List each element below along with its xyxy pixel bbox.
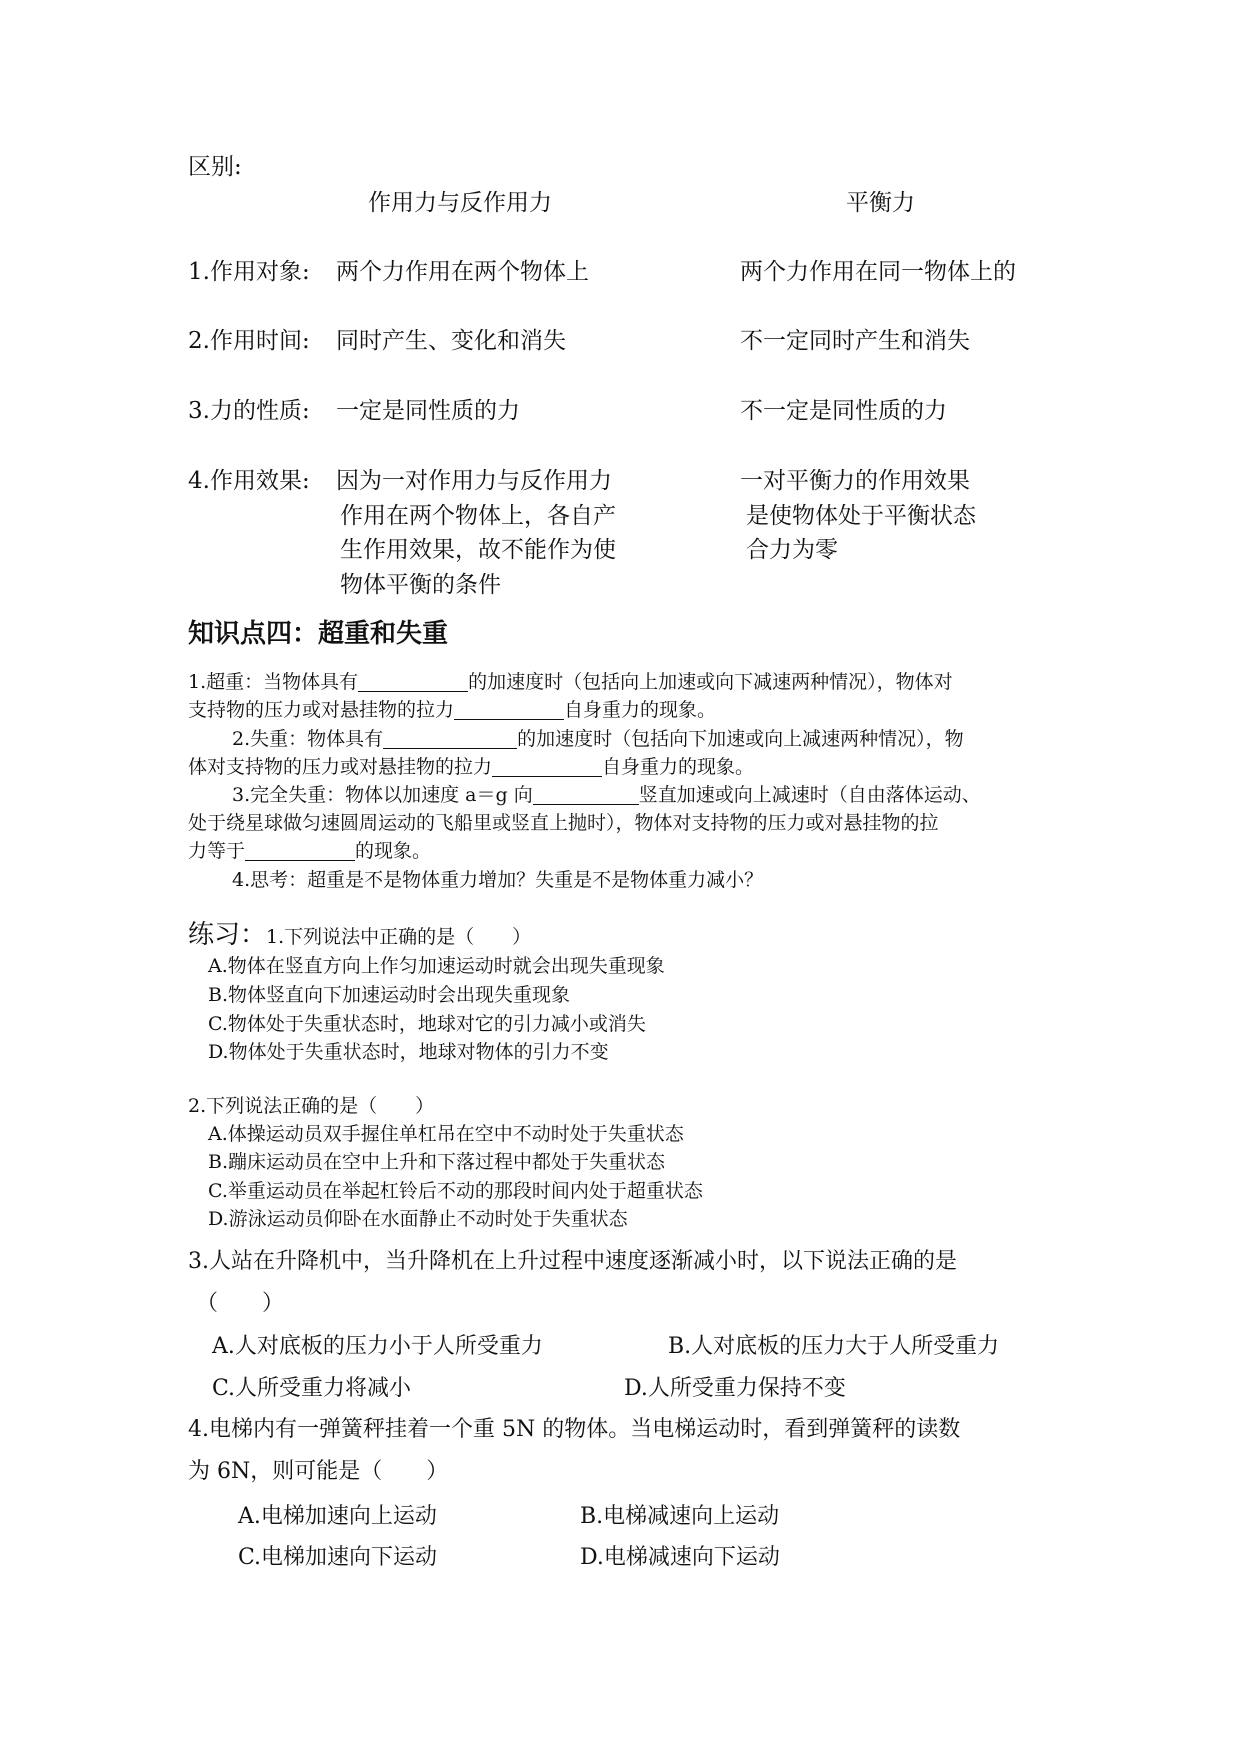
row-left-text: 作用在两个物体上，各自产 (340, 503, 616, 529)
fill-blank[interactable] (454, 699, 564, 720)
fill-blank[interactable] (358, 671, 468, 692)
question-stem-cont: （ ） (196, 1291, 285, 1316)
row-right-text: 合力为零 (746, 537, 838, 563)
option[interactable]: C.电梯加速向下运动 (238, 1545, 438, 1570)
paragraph-text: 处于绕星球做匀速圆周运动的飞船里或竖直上抛时），物体对支持物的压力或对悬挂物的拉 (188, 812, 939, 834)
paragraph-text: 的加速度时（包括向下加速或向上减速两种情况），物 (517, 728, 964, 750)
practice-label: 练习： (188, 920, 267, 950)
option[interactable]: D.物体处于失重状态时，地球对物体的引力不变 (208, 1041, 609, 1063)
question-stem: 3.人站在升降机中，当升降机在上升过程中速度逐渐减小时，以下说法正确的是 (188, 1249, 957, 1274)
practice-q1-line (188, 918, 531, 952)
paragraph-complete-weightless (232, 781, 981, 809)
paragraph-weightless (232, 725, 964, 753)
fill-blank[interactable] (383, 728, 517, 749)
question-stem: 1.下列说法中正确的是（ ） (266, 926, 532, 948)
paragraph-weightless-cont (188, 753, 754, 781)
option[interactable]: A.体操运动员双手握住单杠吊在空中不动时处于失重状态 (208, 1123, 684, 1145)
row-left-text: 生作用效果，故不能作为使 (340, 537, 616, 563)
row-left-text: 同时产生、变化和消失 (336, 328, 566, 354)
option[interactable]: D.电梯减速向下运动 (580, 1545, 780, 1570)
paragraph-text: 3.完全失重：物体以加速度 a＝g 向 (232, 784, 533, 806)
option[interactable]: C.物体处于失重状态时，地球对它的引力减小或消失 (208, 1013, 646, 1035)
question-stem: 2.下列说法正确的是（ ） (188, 1095, 435, 1117)
option[interactable]: B.电梯减速向上运动 (580, 1504, 780, 1529)
paragraph-thinking: 4.思考：超重是不是物体重力增加？失重是不是物体重力减小？ (232, 869, 764, 891)
column-header-left: 作用力与反作用力 (368, 190, 552, 216)
fill-blank[interactable] (245, 840, 355, 861)
row-right-text: 是使物体处于平衡状态 (746, 503, 976, 529)
row-left-text: 一定是同性质的力 (336, 398, 520, 424)
row-right-text: 一对平衡力的作用效果 (740, 468, 970, 494)
paragraph-text: 2.失重：物体具有 (232, 728, 384, 750)
paragraph-text: 自身重力的现象。 (602, 756, 755, 778)
option[interactable]: A.电梯加速向上运动 (238, 1504, 437, 1529)
option[interactable]: B.蹦床运动员在空中上升和下落过程中都处于失重状态 (208, 1151, 666, 1173)
row-label: 1.作用对象: (188, 259, 310, 285)
row-left-text: 两个力作用在两个物体上 (336, 259, 589, 285)
row-left-text: 物体平衡的条件 (340, 572, 501, 598)
row-right-text: 不一定同时产生和消失 (740, 328, 970, 354)
option[interactable]: B.人对底板的压力大于人所受重力 (668, 1334, 1000, 1359)
paragraph-text: 力等于 (188, 840, 246, 862)
paragraph-text: 竖直加速或向上减速时（自由落体运动、 (638, 784, 981, 806)
fill-blank[interactable] (533, 784, 639, 805)
option[interactable]: C.人所受重力将减小 (212, 1376, 412, 1401)
paragraph-text: 支持物的压力或对悬挂物的拉力 (188, 699, 455, 721)
row-right-text: 不一定是同性质的力 (740, 398, 947, 424)
paragraph-complete-weightless-cont (188, 837, 431, 865)
paragraph-text: 体对支持物的压力或对悬挂物的拉力 (188, 756, 493, 778)
fill-blank[interactable] (492, 756, 602, 777)
row-label: 2.作用时间: (188, 328, 310, 354)
option[interactable]: B.物体竖直向下加速运动时会出现失重现象 (208, 984, 571, 1006)
paragraph-text: 自身重力的现象。 (564, 699, 717, 721)
row-label: 3.力的性质: (188, 398, 310, 424)
section-title: 知识点四：超重和失重 (188, 619, 449, 649)
paragraph-overweight-cont (188, 696, 716, 724)
question-stem-cont: 为 6N，则可能是（ ） (188, 1459, 449, 1484)
row-label: 4.作用效果: (188, 468, 310, 494)
paragraph-text: 的现象。 (355, 840, 432, 862)
comparison-heading: 区别: (188, 154, 242, 180)
option[interactable]: D.人所受重力保持不变 (624, 1376, 846, 1401)
row-left-text: 因为一对作用力与反作用力 (336, 468, 612, 494)
paragraph-overweight (188, 668, 953, 696)
question-stem: 4.电梯内有一弹簧秤挂着一个重 5N 的物体。当电梯运动时，看到弹簧秤的读数 (188, 1417, 961, 1442)
option[interactable]: A.物体在竖直方向上作匀加速运动时就会出现失重现象 (208, 955, 665, 977)
row-right-text: 两个力作用在同一物体上的 (740, 259, 1016, 285)
paragraph-text: 的加速度时（包括向上加速或向下减速两种情况），物体对 (468, 671, 953, 693)
option[interactable]: D.游泳运动员仰卧在水面静止不动时处于失重状态 (208, 1208, 628, 1230)
option[interactable]: A.人对底板的压力小于人所受重力 (212, 1334, 543, 1359)
paragraph-text: 1.超重：当物体具有 (188, 671, 359, 693)
column-header-right: 平衡力 (846, 190, 915, 216)
option[interactable]: C.举重运动员在举起杠铃后不动的那段时间内处于超重状态 (208, 1180, 703, 1202)
